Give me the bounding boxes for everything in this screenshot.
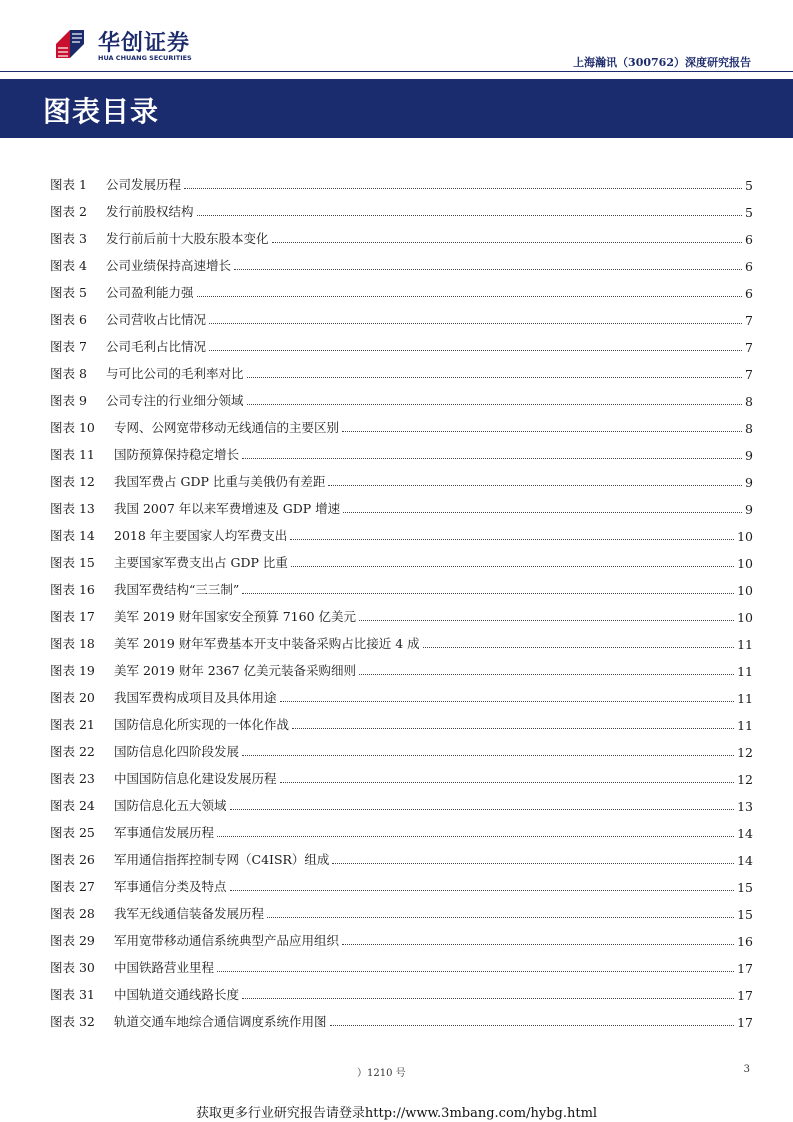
toc-entry-label: 图表 3: [50, 231, 87, 246]
toc-entry-page: 10: [737, 583, 753, 598]
toc-entry-label: 图表 11: [50, 447, 95, 462]
toc-entry-title: 军事通信发展历程: [114, 825, 215, 840]
toc-entry-page: 7: [745, 367, 753, 382]
toc-entry[interactable]: [50, 841, 753, 868]
toc-leader-dots: [217, 971, 734, 972]
toc-entry-title: 我军无线通信装备发展历程: [114, 906, 265, 921]
toc-leader-dots: [247, 377, 743, 378]
toc-entry-label: 图表 17: [50, 609, 95, 624]
toc-leader-dots: [209, 350, 742, 351]
toc-leader-dots: [184, 188, 742, 189]
toc-leader-dots: [272, 242, 743, 243]
toc-entry-page: 15: [737, 880, 753, 895]
toc-leader-dots: [230, 890, 735, 891]
toc-entry-title: 发行前股权结构: [106, 204, 194, 219]
toc-entry-label: 图表 9: [50, 393, 87, 408]
toc-leader-dots: [217, 836, 734, 837]
toc-entry-title: 军用宽带移动通信系统典型产品应用组织: [114, 933, 340, 948]
toc-leader-dots: [267, 917, 734, 918]
toc-entry-label: 图表 27: [50, 879, 95, 894]
toc-entry[interactable]: [50, 679, 753, 706]
toc-entry[interactable]: [50, 490, 753, 517]
watermark-link[interactable]: 获取更多行业研究报告请登录http://www.3mbang.com/hybg.html: [195, 1106, 598, 1121]
toc-leader-dots: [234, 269, 742, 270]
toc-entry-page: 10: [737, 529, 753, 544]
toc-leader-dots: [342, 431, 742, 432]
toc-entry-label: 图表 4: [50, 258, 87, 273]
toc-entry-page: 13: [737, 799, 753, 814]
toc-entry[interactable]: [50, 814, 753, 841]
toc-entry-title: 军用通信指挥控制专网（C4ISR）组成: [114, 852, 330, 867]
toc-entry-page: 10: [737, 556, 753, 571]
toc-entry-title: 专网、公网宽带移动无线通信的主要区别: [114, 420, 340, 435]
toc-leader-dots: [209, 323, 742, 324]
toc-entry[interactable]: [50, 463, 753, 490]
toc-entry-page: 8: [745, 421, 753, 436]
footer-text: ）1210 号: [357, 1068, 406, 1079]
toc-entry[interactable]: [50, 760, 753, 787]
toc-entry-page: 6: [745, 259, 753, 274]
company-name-cn: 华创证券: [98, 31, 191, 56]
toc-entry-title: 我国军费构成项目及具体用途: [114, 690, 277, 705]
toc-entry[interactable]: [50, 868, 753, 895]
toc-entry-title: 我国 2007 年以来军费增速及 GDP 增速: [114, 501, 341, 516]
header-divider: [0, 71, 793, 72]
toc-entry-page: 12: [737, 772, 753, 787]
toc-entry-label: 图表 32: [50, 1014, 95, 1029]
toc-leader-dots: [359, 674, 734, 675]
toc-entry-page: 5: [745, 178, 753, 193]
toc-entry-title: 军事通信分类及特点: [114, 879, 227, 894]
toc-entry-page: 9: [745, 448, 753, 463]
company-logo: [50, 24, 210, 68]
logo-mark-icon: [50, 24, 90, 64]
toc-entry[interactable]: [50, 787, 753, 814]
toc-leader-dots: [330, 1025, 735, 1026]
toc-entry-page: 7: [745, 340, 753, 355]
toc-leader-dots: [242, 755, 734, 756]
toc-entry-page: 10: [737, 610, 753, 625]
toc-entry[interactable]: [50, 895, 753, 922]
toc-leader-dots: [242, 998, 734, 999]
toc-entry-label: 图表 14: [50, 528, 95, 543]
toc-entry-page: 16: [737, 934, 753, 949]
toc-entry-label: 图表 1: [50, 177, 87, 192]
toc-leader-dots: [332, 863, 734, 864]
figure-toc: [50, 166, 753, 1030]
toc-leader-dots: [197, 215, 743, 216]
toc-entry[interactable]: [50, 976, 753, 1003]
toc-entry-title: 发行前后前十大股东股本变化: [106, 231, 269, 246]
toc-leader-dots: [290, 539, 734, 540]
toc-entry[interactable]: [50, 706, 753, 733]
toc-entry-title: 我国军费结构“三三制”: [114, 582, 240, 597]
toc-entry-page: 15: [737, 907, 753, 922]
toc-entry-title: 美军 2019 财年 2367 亿美元装备采购细则: [114, 663, 357, 678]
toc-entry-label: 图表 16: [50, 582, 95, 597]
toc-entry-page: 8: [745, 394, 753, 409]
toc-entry-page: 11: [737, 637, 753, 652]
toc-entry[interactable]: [50, 247, 753, 274]
toc-entry[interactable]: [50, 571, 753, 598]
toc-entry-label: 图表 31: [50, 987, 95, 1002]
toc-entry-label: 图表 20: [50, 690, 95, 705]
toc-entry-label: 图表 28: [50, 906, 95, 921]
toc-entry-page: 11: [737, 691, 753, 706]
toc-leader-dots: [280, 701, 735, 702]
toc-entry-title: 我国军费占 GDP 比重与美俄仍有差距: [114, 474, 326, 489]
toc-entry[interactable]: [50, 1003, 753, 1030]
toc-entry-label: 图表 12: [50, 474, 95, 489]
toc-entry[interactable]: [50, 517, 753, 544]
toc-leader-dots: [359, 620, 734, 621]
toc-entry-title: 国防预算保持稳定增长: [114, 447, 240, 462]
toc-entry-page: 17: [737, 961, 753, 976]
toc-entry-page: 14: [737, 826, 753, 841]
toc-entry-title: 轨道交通车地综合通信调度系统作用图: [114, 1014, 327, 1029]
toc-entry-page: 12: [737, 745, 753, 760]
toc-entry[interactable]: [50, 652, 753, 679]
toc-entry[interactable]: [50, 922, 753, 949]
toc-leader-dots: [247, 404, 743, 405]
toc-entry-title: 与可比公司的毛利率对比: [106, 366, 244, 381]
toc-entry[interactable]: [50, 382, 753, 409]
toc-entry[interactable]: [50, 166, 753, 193]
toc-entry-page: 9: [745, 502, 753, 517]
toc-entry-title: 公司专注的行业细分领域: [106, 393, 244, 408]
toc-entry[interactable]: [50, 436, 753, 463]
toc-entry-title: 公司盈利能力强: [106, 285, 194, 300]
toc-entry-label: 图表 5: [50, 285, 87, 300]
toc-leader-dots: [197, 296, 743, 297]
toc-entry[interactable]: [50, 274, 753, 301]
toc-entry-page: 11: [737, 718, 753, 733]
toc-entry[interactable]: [50, 328, 753, 355]
toc-leader-dots: [242, 458, 742, 459]
toc-leader-dots: [328, 485, 742, 486]
toc-entry-title: 美军 2019 财年国家安全预算 7160 亿美元: [114, 609, 357, 624]
toc-entry-label: 图表 6: [50, 312, 87, 327]
toc-leader-dots: [230, 809, 735, 810]
toc-entry[interactable]: [50, 598, 753, 625]
toc-entry[interactable]: [50, 949, 753, 976]
toc-entry-label: 图表 23: [50, 771, 95, 786]
toc-entry-title: 中国轨道交通线路长度: [114, 987, 240, 1002]
toc-entry-page: 17: [737, 988, 753, 1003]
toc-entry-page: 17: [737, 1015, 753, 1030]
toc-entry-label: 图表 26: [50, 852, 95, 867]
toc-entry-label: 图表 10: [50, 420, 95, 435]
toc-entry-label: 图表 13: [50, 501, 95, 516]
toc-entry-label: 图表 29: [50, 933, 95, 948]
toc-leader-dots: [292, 728, 734, 729]
toc-leader-dots: [280, 782, 735, 783]
toc-entry-label: 图表 25: [50, 825, 95, 840]
toc-entry-label: 图表 15: [50, 555, 95, 570]
toc-entry-page: 5: [745, 205, 753, 220]
toc-entry[interactable]: [50, 193, 753, 220]
toc-entry-label: 图表 7: [50, 339, 87, 354]
toc-entry-label: 图表 8: [50, 366, 87, 381]
toc-leader-dots: [342, 944, 734, 945]
toc-entry-title: 2018 年主要国家人均军费支出: [114, 528, 288, 543]
page-number: 3: [743, 1064, 750, 1075]
toc-entry[interactable]: [50, 355, 753, 382]
toc-entry-title: 美军 2019 财年军费基本开支中装备采购占比接近 4 成: [114, 636, 420, 651]
toc-leader-dots: [423, 647, 734, 648]
toc-entry-title: 中国国防信息化建设发展历程: [114, 771, 277, 786]
toc-entry-title: 公司发展历程: [106, 177, 182, 192]
toc-entry-title: 主要国家军费支出占 GDP 比重: [114, 555, 288, 570]
toc-entry[interactable]: [50, 544, 753, 571]
toc-entry[interactable]: [50, 220, 753, 247]
toc-entry-title: 国防信息化四阶段发展: [114, 744, 240, 759]
toc-entry-page: 6: [745, 286, 753, 301]
toc-entry[interactable]: [50, 301, 753, 328]
toc-entry-label: 图表 19: [50, 663, 95, 678]
toc-entry-label: 图表 2: [50, 204, 87, 219]
toc-entry[interactable]: [50, 733, 753, 760]
toc-entry-title: 公司业绩保持高速增长: [106, 258, 232, 273]
toc-leader-dots: [242, 593, 734, 594]
company-name-en: HUA CHUANG SECURITIES: [98, 54, 192, 62]
toc-entry-label: 图表 21: [50, 717, 95, 732]
toc-entry-page: 7: [745, 313, 753, 328]
toc-entry[interactable]: [50, 409, 753, 436]
toc-entry-title: 国防信息化五大领域: [114, 798, 227, 813]
toc-leader-dots: [291, 566, 734, 567]
toc-entry-label: 图表 18: [50, 636, 95, 651]
report-title: 上海瀚讯（300762）深度研究报告: [573, 56, 751, 69]
toc-entry-page: 11: [737, 664, 753, 679]
toc-entry-title: 公司营收占比情况: [106, 312, 207, 327]
toc-entry-title: 公司毛利占比情况: [106, 339, 207, 354]
toc-entry[interactable]: [50, 625, 753, 652]
toc-entry-label: 图表 22: [50, 744, 95, 759]
toc-leader-dots: [343, 512, 742, 513]
toc-entry-label: 图表 30: [50, 960, 95, 975]
toc-entry-page: 14: [737, 853, 753, 868]
toc-entry-page: 9: [745, 475, 753, 490]
toc-entry-title: 国防信息化所实现的一体化作战: [114, 717, 290, 732]
toc-entry-label: 图表 24: [50, 798, 95, 813]
section-title: 图表目录: [43, 95, 160, 128]
toc-entry-title: 中国铁路营业里程: [114, 960, 215, 975]
toc-entry-page: 6: [745, 232, 753, 247]
